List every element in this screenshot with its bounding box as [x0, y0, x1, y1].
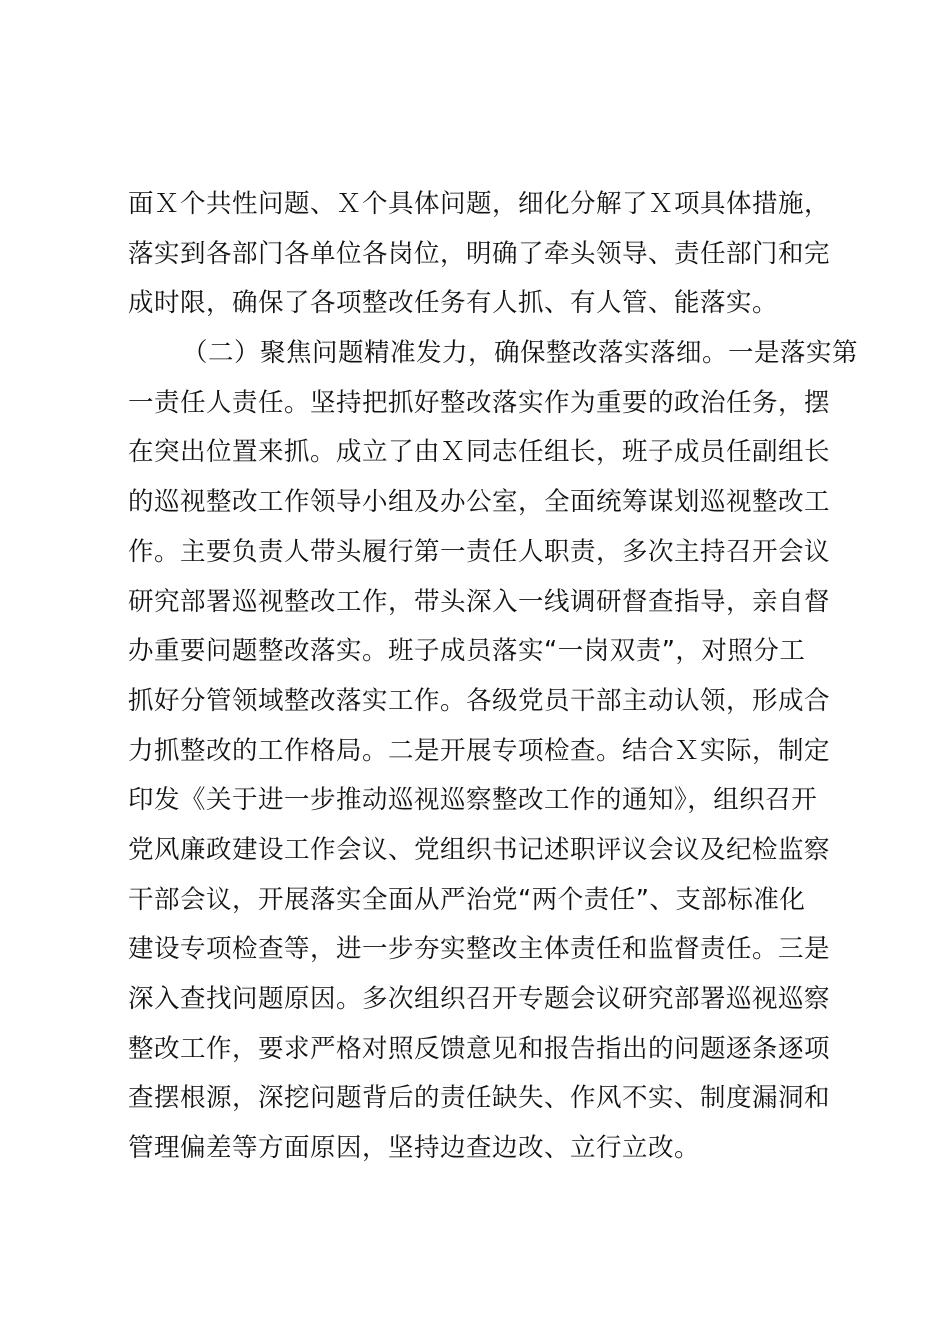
paragraph-1-line-2: 落实到各部门各单位各岗位，明确了牵头领导、责任部门和完	[128, 238, 831, 269]
paragraph-2-line-14: 深入查找问题原因。多次组织召开专题会议研究部署巡视巡察	[128, 984, 831, 1014]
paragraph-2-line-3: 在突出位置来抓。成立了由Ｘ同志任组长，班子成员任副组长	[128, 437, 831, 468]
paragraph-2-line-12: 干部会议，开展落实全面从严治党“两个责任”、支部标准化	[128, 884, 806, 915]
paragraph-2-line-13: 建设专项检查等，进一步夯实整改主体责任和监督责任。三是	[128, 934, 831, 965]
paragraph-2-line-18	[128, 1174, 834, 1224]
paragraph-2-line-1-text: （二）聚焦问题精准发力，确保整改落实落细。一是落实第	[182, 338, 859, 369]
paragraph-2-line-16: 查摆根源，深挖问题背后的责任缺失、作风不实、制度漏洞和	[128, 1083, 831, 1114]
paragraph-2-line-11: 党风廉政建设工作会议、党组织书记述职评议会议及纪检监察	[128, 834, 831, 865]
paragraph-1-line-1: 面Ｘ个共性问题、Ｘ个具体问题，细化分解了Ｘ项具体措施，	[128, 189, 831, 219]
paragraph-2-line-2: 一责任人责任。坚持把抓好整改落实作为重要的政治任务，摆	[128, 387, 831, 418]
paragraph-2-line-5: 作。主要负责人带头履行第一责任人职责，多次主持召开会议	[128, 536, 831, 567]
body-text	[128, 180, 859, 1223]
paragraph-2-line-8: 抓好分管领域整改落实工作。各级党员干部主动认领，形成合	[128, 685, 831, 716]
paragraph-2-line-9: 力抓整改的工作格局。二是开展专项检查。结合Ｘ实际，制定	[128, 735, 831, 766]
paragraph-2-line-15: 整改工作，要求严格对照反馈意见和报告指出的问题逐条逐项	[128, 1033, 831, 1064]
paragraph-2-line-1	[128, 329, 859, 379]
paragraph-2-line-17: 管理偏差等方面原因，坚持边查边改、立行立改。	[128, 1133, 701, 1164]
paragraph-2-line-6: 研究部署巡视整改工作，带头深入一线调研督查指导，亲自督	[128, 586, 831, 617]
paragraph-1-line-3: 成时限，确保了各项整改任务有人抓、有人管、能落实。	[128, 288, 779, 319]
paragraph-2-line-10: 印发《关于进一步推动巡视巡察整改工作的通知》，组织召开	[128, 785, 818, 816]
paragraph-2-line-7: 办重要问题整改落实。班子成员落实“一岗双责”，对照分工	[128, 636, 806, 667]
paragraph-2-line-4: 的巡视整改工作领导小组及办公室，全面统筹谋划巡视整改工	[128, 487, 831, 518]
